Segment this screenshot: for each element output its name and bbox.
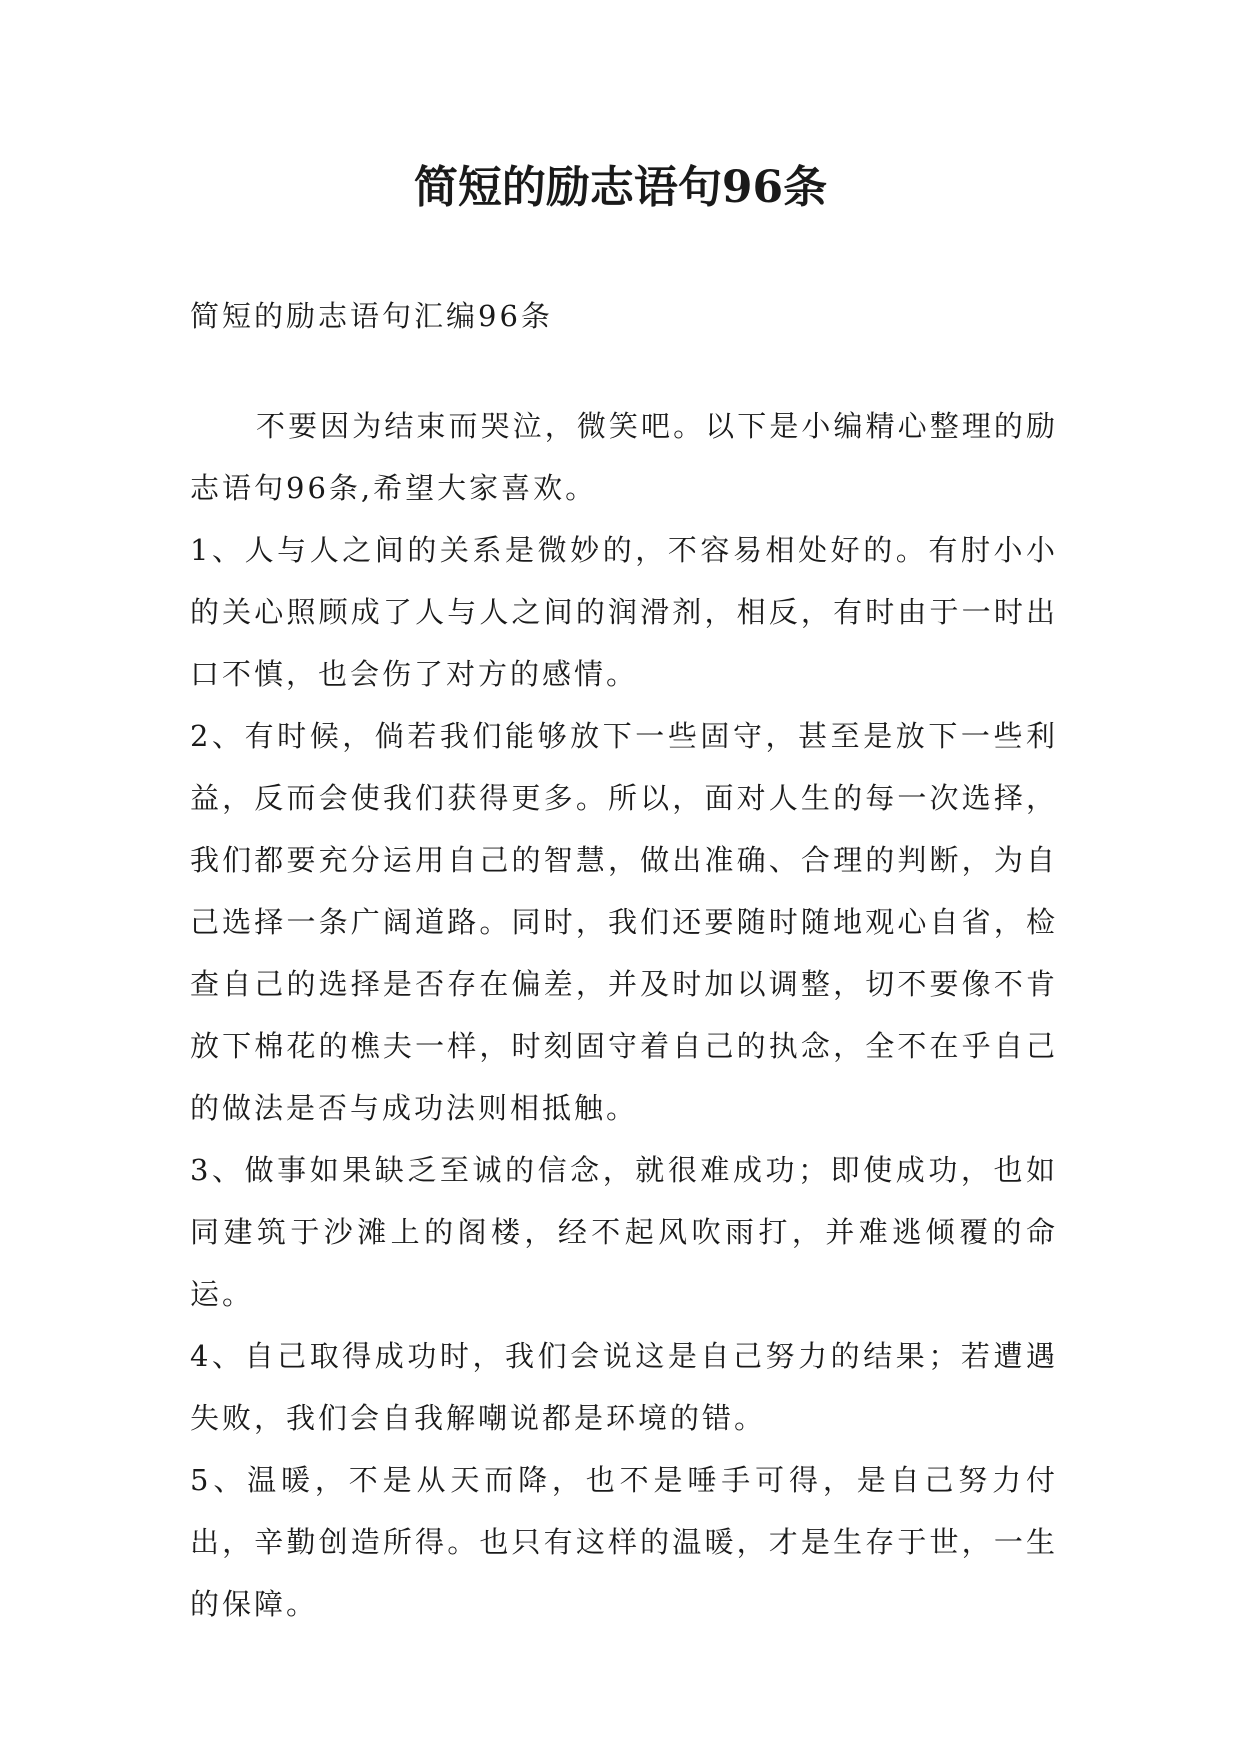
quote-item-3: 3、做事如果缺乏至诚的信念，就很难成功；即使成功，也如同建筑于沙滩上的阁楼，经不起风吹雨打，并难逃倾覆的命运。 <box>190 1153 1058 1311</box>
document-body <box>190 285 1058 1635</box>
document-title: 简短的励志语句96条 <box>413 162 828 213</box>
intro-paragraph: 不要因为结束而哭泣，微笑吧。以下是小编精心整理的励志语句96条,希望大家喜欢。 <box>190 409 1058 505</box>
quote-item-1: 1、人与人之间的关系是微妙的，不容易相处好的。有肘小小的关心照顾成了人与人之间的润滑剂，相反，有时由于一时出口不慎，也会伤了对方的感情。 <box>190 533 1058 691</box>
document-subtitle: 简短的励志语句汇编96条 <box>190 299 553 333</box>
quote-item-4: 4、自己取得成功时，我们会说这是自己努力的结果；若遭遇失败，我们会自我解嘲说都是环境的错。 <box>190 1339 1058 1435</box>
quote-item-2: 2、有时候，倘若我们能够放下一些固守，甚至是放下一些利益，反而会使我们获得更多。所以，面对人生的每一次选择，我们都要充分运用自己的智慧，做出准确、合理的判断，为自己选择一条广阔道路。同时，我们还要随时随地观心自省，检查自己的选择是否存在偏差，并及时加以调整，切不要像不肯放下棉花的樵夫一样，时刻固守着自己的执念，全不在乎自己的做法是否与成功法则相抵触。 <box>190 719 1058 1125</box>
quote-item-5: 5、温暖，不是从天而降，也不是唾手可得，是自己努力付出，辛勤创造所得。也只有这样的温暖，才是生存于世，一生的保障。 <box>190 1463 1058 1621</box>
